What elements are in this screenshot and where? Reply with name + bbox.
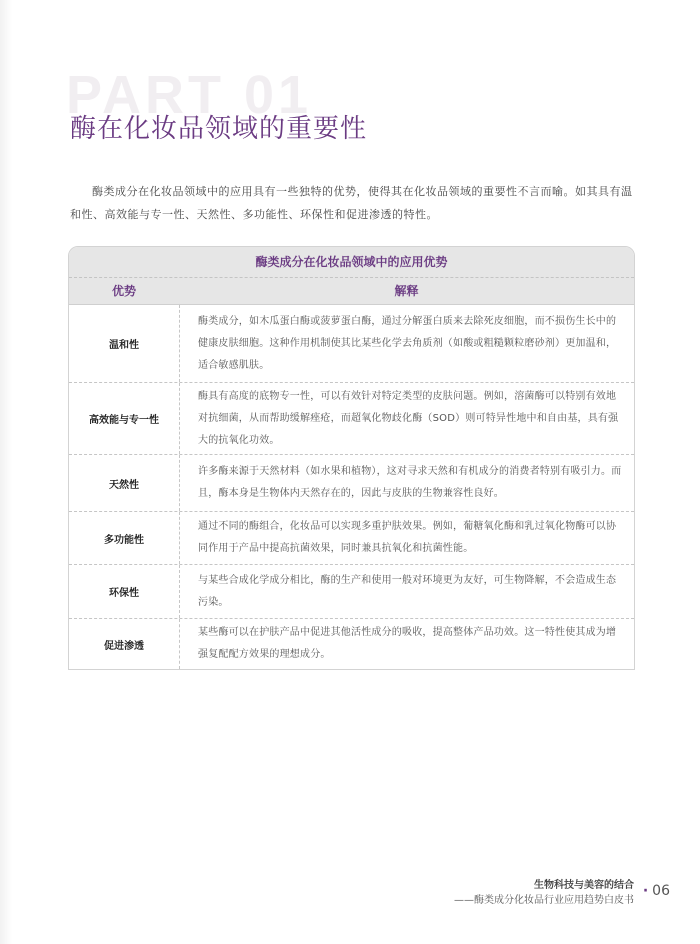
explanation-cell: 通过不同的酶组合，化妆品可以实现多重护肤效果。例如，葡糖氧化酶和乳过氧化物酶可以协同作用于产品中提高抗菌效果，同时兼具抗氧化和抗菌性能。 xyxy=(198,521,617,554)
table-row xyxy=(69,565,634,619)
explanation-cell: 与某些合成化学成分相比，酶的生产和使用一般对环境更为友好，可生物降解，不会造成生态污染。 xyxy=(198,574,617,608)
table-header-row xyxy=(69,278,634,305)
page-edge-shade xyxy=(0,0,12,944)
table-row xyxy=(69,512,634,565)
table-row xyxy=(69,383,634,455)
table-row xyxy=(69,305,634,383)
advantage-cell: 天然性 xyxy=(69,455,180,511)
footer-line-1: 生物科技与美容的结合 xyxy=(534,880,634,891)
header-advantage: 优势 xyxy=(111,284,136,298)
footer-book-title xyxy=(454,878,634,908)
explanation-cell: 酶具有高度的底物专一性，可以有效针对特定类型的皮肤问题。例如，溶菌酶可以特别有效地对抗细菌，从而帮助缓解痤疮，而超氧化物歧化酶（SOD）则可特异性地中和自由基，具有强大的抗氧化功效。 xyxy=(198,390,619,446)
explanation-cell: 某些酶可以在护肤产品中促进其他活性成分的吸收，提高整体产品功效。这一特性使其成为增强复配配方效果的理想成分。 xyxy=(198,627,617,660)
advantage-cell: 多功能性 xyxy=(69,512,180,564)
advantage-cell: 温和性 xyxy=(69,305,180,382)
table-row xyxy=(69,455,634,512)
advantage-cell: 促进渗透 xyxy=(69,619,180,669)
advantages-table xyxy=(68,246,635,670)
header-explanation: 解释 xyxy=(394,284,419,298)
advantage-cell: 高效能与专一性 xyxy=(69,383,180,454)
advantage-cell: 环保性 xyxy=(69,565,180,618)
page-number xyxy=(643,883,670,899)
page-number-value: 06 xyxy=(652,883,670,899)
table-caption: 酶类成分在化妆品领域中的应用优势 xyxy=(69,247,634,278)
footer-line-2: ——酶类成分化妆品行业应用趋势白皮书 xyxy=(454,895,634,906)
page-title: 酶在化妆品领域的重要性 xyxy=(70,114,368,144)
intro-paragraph: 酶类成分在化妆品领域中的应用具有一些独特的优势，使得其在化妆品领域的重要性不言而喻。如其具有温和性、高效能与专一性、天然性、多功能性、环保性和促进渗透的特性。 xyxy=(70,185,633,221)
part-watermark: PART 01 xyxy=(66,65,313,125)
separator-dot: · xyxy=(642,883,649,899)
explanation-cell: 酶类成分，如木瓜蛋白酶或菠萝蛋白酶，通过分解蛋白质来去除死皮细胞，而不损伤生长中的健康皮肤细胞。这种作用机制使其比某些化学去角质剂（如酸或粗糙颗粒磨砂剂）更加温和，适合敏感肌肤。 xyxy=(198,315,617,371)
explanation-cell: 许多酶来源于天然材料（如水果和植物），这对寻求天然和有机成分的消费者特别有吸引力。而且，酶本身是生物体内天然存在的，因此与皮肤的生物兼容性良好。 xyxy=(198,466,622,499)
table-row xyxy=(69,619,634,669)
